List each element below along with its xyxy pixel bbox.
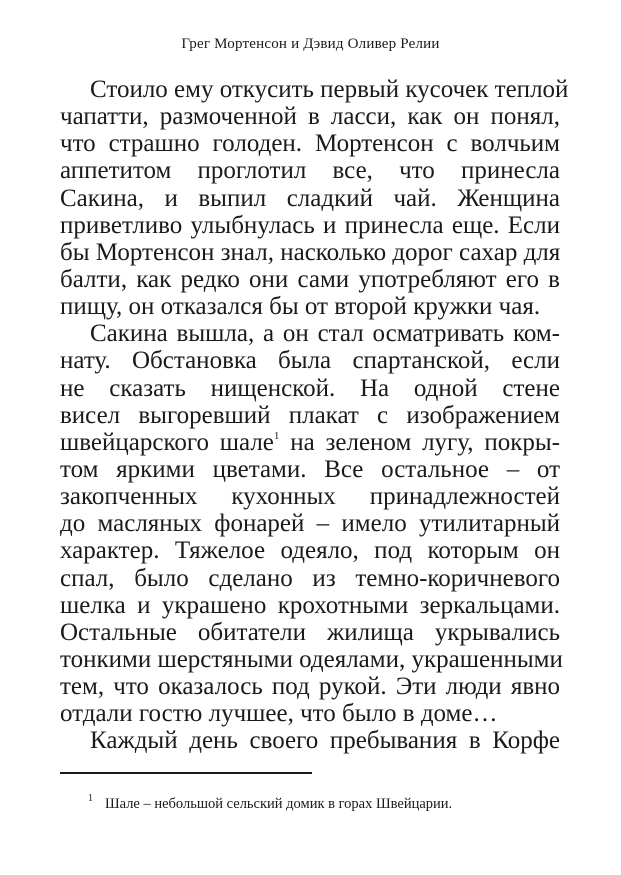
footnote-text: Шале – небольшой сельский домик в горах Швейцарии. xyxy=(105,796,453,812)
text-line: нату. Обстановка была спартанской, если xyxy=(60,347,560,375)
text-line: Остальные обитатели жилища укрывались xyxy=(60,618,560,646)
text-line: Стоило ему откусить первый кусочек теплой xyxy=(90,76,569,103)
text-line: чапатти, размоченной в ласси, как он понял, xyxy=(60,103,560,131)
text-line: шелка и украшено крохотными зеркальцами. xyxy=(60,591,560,619)
text-line: аппетитом проглотил все, что принесла xyxy=(60,157,560,185)
text-line: тонкими шерстяными одеялами, украшенными xyxy=(60,645,563,673)
text-line: спал, было сделано из темно-коричневого xyxy=(60,564,560,592)
text-line: не сказать нищенской. На одной стене xyxy=(60,374,560,402)
text-line: бы Мортенсон знал, насколько дорог сахар для xyxy=(60,238,561,266)
footnote-reference: 1 xyxy=(273,429,280,442)
text-segment: на зеленом лугу, покры- xyxy=(290,428,560,456)
text-line: приветливо улыбнулась и принесла еще. Если xyxy=(60,211,560,239)
text-line: висел выгоревший плакат с изображением xyxy=(60,401,560,429)
text-line: том яркими цветами. Все остальное – от xyxy=(60,455,560,483)
footnote xyxy=(88,793,453,813)
text-segment: швейцарского шале xyxy=(60,428,274,456)
footnote-divider xyxy=(60,772,312,774)
text-line: тем, что оказалось под рукой. Эти люди явно xyxy=(60,673,560,701)
text-line: балти, как редко они сами употребляют его в xyxy=(60,265,560,293)
text-line: Каждый день своего пребывания в Корфе xyxy=(90,727,560,755)
footnote-number: 1 xyxy=(88,793,93,804)
text-line: отдали гостю лучшее, что было в доме… xyxy=(60,700,498,728)
text-line: что страшно голоден. Мортенсон с волчьим xyxy=(60,130,560,158)
body-text xyxy=(60,76,569,755)
text-line: Сакина, и выпил сладкий чай. Женщина xyxy=(60,184,560,212)
text-line: закопченных кухонных принадлежностей xyxy=(60,483,560,511)
text-line: Сакина вышла, а он стал осматривать ком- xyxy=(90,320,560,348)
text-line: до масляных фонарей – имело утилитарный xyxy=(60,510,560,538)
running-head: Грег Мортенсон и Дэвид Оливер Релии xyxy=(181,36,440,52)
text-line: пищу, он отказался бы от второй кружки чая. xyxy=(60,293,541,321)
text-line: характер. Тяжелое одеяло, под которым он xyxy=(60,537,560,565)
text-line-with-footnote xyxy=(60,429,560,456)
